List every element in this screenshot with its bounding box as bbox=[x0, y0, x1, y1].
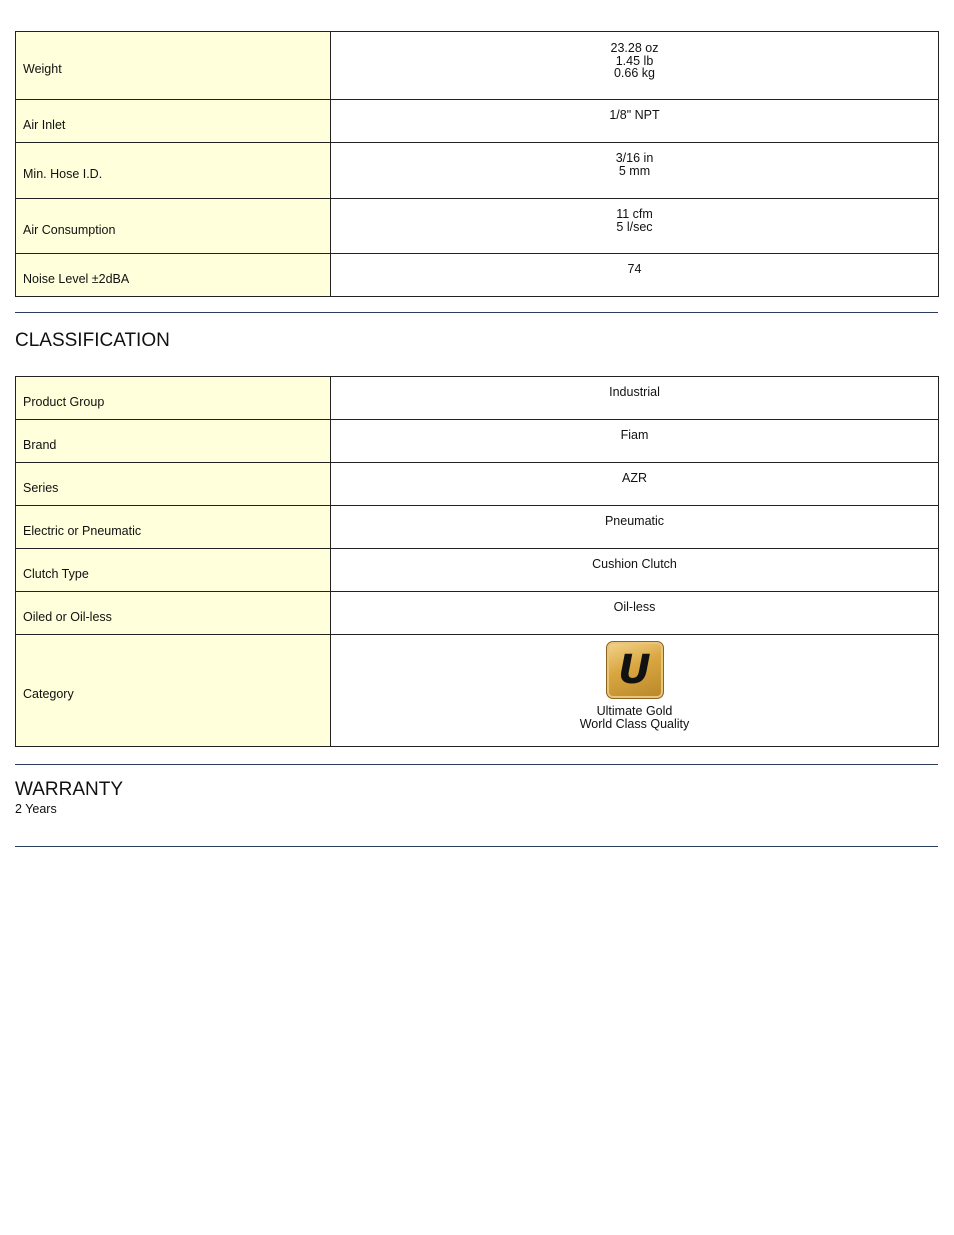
classification-value: Pneumatic bbox=[331, 506, 939, 549]
spec-value-line: 5 mm bbox=[618, 163, 651, 178]
section-divider bbox=[15, 764, 938, 765]
category-tagline: World Class Quality bbox=[579, 716, 690, 731]
warranty-value: 2 Years bbox=[15, 802, 57, 816]
classification-value: Fiam bbox=[331, 420, 939, 463]
classification-label: Product Group bbox=[16, 377, 331, 420]
spec-label: Noise Level ±2dBA bbox=[16, 254, 331, 297]
classification-value: Cushion Clutch bbox=[331, 549, 939, 592]
classification-label: Series bbox=[16, 463, 331, 506]
spec-value bbox=[331, 100, 939, 143]
spec-label: Weight bbox=[16, 32, 331, 100]
classification-row-product-group bbox=[16, 377, 939, 420]
classification-label: Electric or Pneumatic bbox=[16, 506, 331, 549]
category-name: Ultimate Gold bbox=[596, 704, 673, 718]
classification-value: Industrial bbox=[331, 377, 939, 420]
spec-row-air-inlet bbox=[16, 100, 939, 143]
section-divider bbox=[15, 312, 938, 313]
spec-value bbox=[331, 199, 939, 254]
classification-row-category bbox=[16, 635, 939, 747]
spec-value-line: 74 bbox=[627, 262, 642, 276]
spec-row-noise-level bbox=[16, 254, 939, 297]
spec-value-line: 0.66 kg bbox=[613, 66, 655, 80]
spec-row-weight bbox=[16, 32, 939, 100]
classification-row-brand bbox=[16, 420, 939, 463]
spec-value bbox=[331, 254, 939, 297]
ultimate-gold-badge-icon bbox=[606, 641, 664, 699]
spec-label: Air Consumption bbox=[16, 199, 331, 254]
badge-letter: U bbox=[618, 647, 651, 693]
classification-label: Category bbox=[16, 635, 331, 747]
spec-value-line: 1.45 lb bbox=[615, 53, 654, 68]
spec-value-line: 5 l/sec bbox=[616, 219, 653, 234]
classification-value: AZR bbox=[331, 463, 939, 506]
classification-row-series bbox=[16, 463, 939, 506]
classification-row-electric-or-pneumatic bbox=[16, 506, 939, 549]
section-divider bbox=[15, 846, 938, 847]
classification-table bbox=[15, 376, 939, 747]
spec-value-line: 23.28 oz bbox=[610, 41, 659, 55]
specifications-table bbox=[15, 31, 939, 297]
spec-value bbox=[331, 143, 939, 199]
warranty-heading: WARRANTY bbox=[15, 779, 124, 800]
classification-label: Clutch Type bbox=[16, 549, 331, 592]
classification-row-clutch-type bbox=[16, 549, 939, 592]
spec-label: Air Inlet bbox=[16, 100, 331, 143]
spec-value-line: 1/8" NPT bbox=[609, 108, 660, 122]
category-value bbox=[331, 635, 939, 747]
spec-value-line: 11 cfm bbox=[616, 207, 653, 221]
spec-label: Min. Hose I.D. bbox=[16, 143, 331, 199]
classification-label: Oiled or Oil-less bbox=[16, 592, 331, 635]
spec-value-line: 3/16 in bbox=[615, 151, 654, 165]
classification-heading: CLASSIFICATION bbox=[15, 330, 170, 351]
spec-value bbox=[331, 32, 939, 100]
spec-row-min-hose-id bbox=[16, 143, 939, 199]
classification-value: Oil-less bbox=[331, 592, 939, 635]
spec-row-air-consumption bbox=[16, 199, 939, 254]
classification-label: Brand bbox=[16, 420, 331, 463]
classification-row-oiled-or-oil-less bbox=[16, 592, 939, 635]
